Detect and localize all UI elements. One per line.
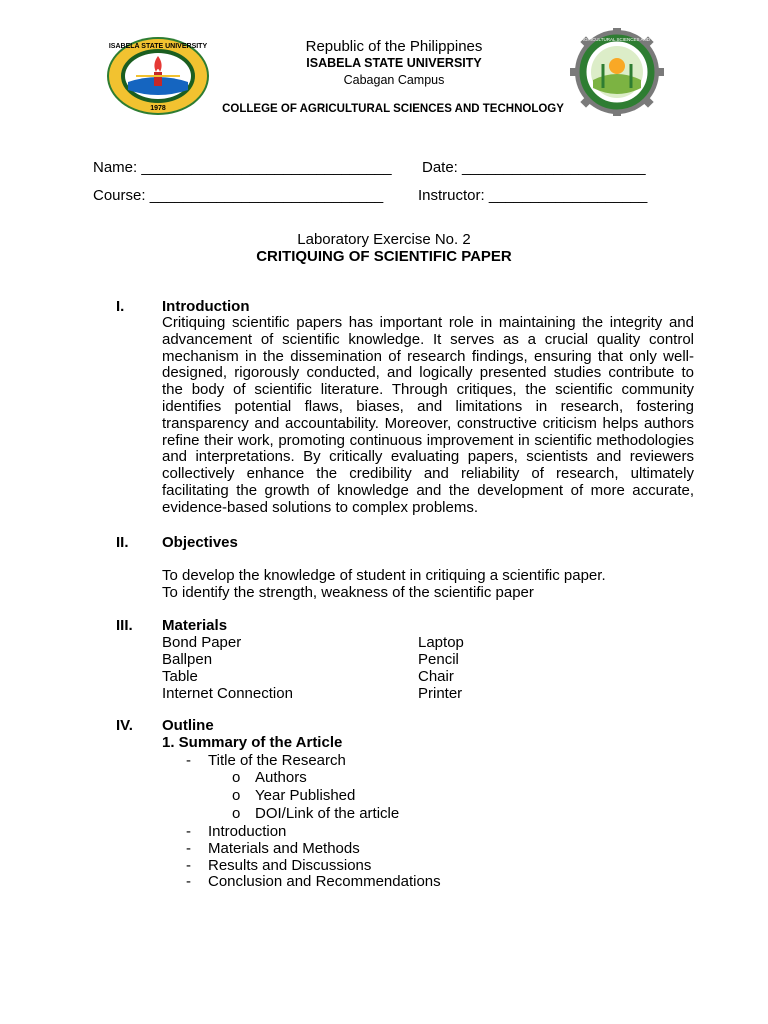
outline-item: Introduction [208,823,287,840]
material-item: Internet Connection [162,685,293,702]
name-field[interactable]: Name: ______________________________ [93,159,392,176]
material-item: Pencil [418,651,459,668]
objective-item: To identify the strength, weakness of the scientific paper [162,584,534,601]
outline-item: Title of the Research [208,752,346,769]
dash-marker: - [186,752,191,769]
svg-text:COLLEGE OF AGRICULTURAL SCIENC: COLLEGE OF AGRICULTURAL SCIENCES AND TECHNOLOGY [551,37,683,42]
section-number: IV. [116,717,133,734]
material-item: Chair [418,668,454,685]
dash-marker: - [186,873,191,890]
bullet-marker: o [232,769,241,786]
outline-subitem: Year Published [255,787,356,804]
section-number: II. [116,534,129,551]
section-number: I. [116,298,125,315]
outline-subitem: DOI/Link of the article [255,805,400,822]
section-number: III. [116,617,133,634]
dash-marker: - [186,823,191,840]
outline-item: Conclusion and Recommendations [208,873,441,890]
college-seal [551,28,683,116]
country-line: Republic of the Philippines [305,38,483,55]
bullet-marker: o [232,787,241,804]
section-heading-introduction: Introduction [162,298,250,315]
date-field[interactable]: Date: ______________________ [422,159,646,176]
exercise-title: CRITIQUING OF SCIENTIFIC PAPER [256,248,512,265]
outline-subitem: Authors [255,769,307,786]
university-name: ISABELA STATE UNIVERSITY [306,56,482,70]
outline-item: Results and Discussions [208,857,372,874]
dash-marker: - [186,857,191,874]
svg-text:ISABELA STATE UNIVERSITY: ISABELA STATE UNIVERSITY [108,43,208,50]
section-heading-outline: Outline [162,717,214,734]
material-item: Table [162,668,198,685]
svg-text:1978: 1978 [150,105,166,112]
document-header [0,0,768,130]
section-heading-materials: Materials [162,617,228,634]
exercise-number: Laboratory Exercise No. 2 [297,231,471,248]
material-item: Laptop [418,634,464,651]
introduction-paragraph: Critiquing scientific papers has important role in maintaining the integrity and advancement of scientific knowledge. It serves as a crucial quality control mechanism in the dissemination of research findings, ensuring that only well-designed, rigorously conducted, and logically presented studies contribute to the body of scientific literature. Through critiques, the scientific community identifies potential flaws, biases, and limitations in research, fostering transparency and accountability. Moreover, constructive criticism helps authors refine their work, promoting continuous improvement in scientific methodologies and interpretations. By critically evaluating papers, scientists and reviewers collectively enhance the credibility and reliability of research, ultimately facilitating the growth of knowledge and the development of more accurate, evidence-based solutions to complex problems. [162,314,694,516]
outline-item: Materials and Methods [208,840,360,857]
college-name: COLLEGE OF AGRICULTURAL SCIENCES AND TECHNOLOGY [222,103,564,115]
instructor-field[interactable]: Instructor: ___________________ [418,187,648,204]
material-item: Bond Paper [162,634,242,651]
outline-subheading: 1. Summary of the Article [162,734,343,751]
material-item: Ballpen [162,651,213,668]
material-item: Printer [418,685,463,702]
campus-name: Cabagan Campus [343,73,445,87]
objective-item: To develop the knowledge of student in critiquing a scientific paper. [162,567,606,584]
isabela-state-university-seal [106,36,210,116]
bullet-marker: o [232,805,241,822]
dash-marker: - [186,840,191,857]
course-field[interactable]: Course: ____________________________ [93,187,384,204]
section-heading-objectives: Objectives [162,534,238,551]
